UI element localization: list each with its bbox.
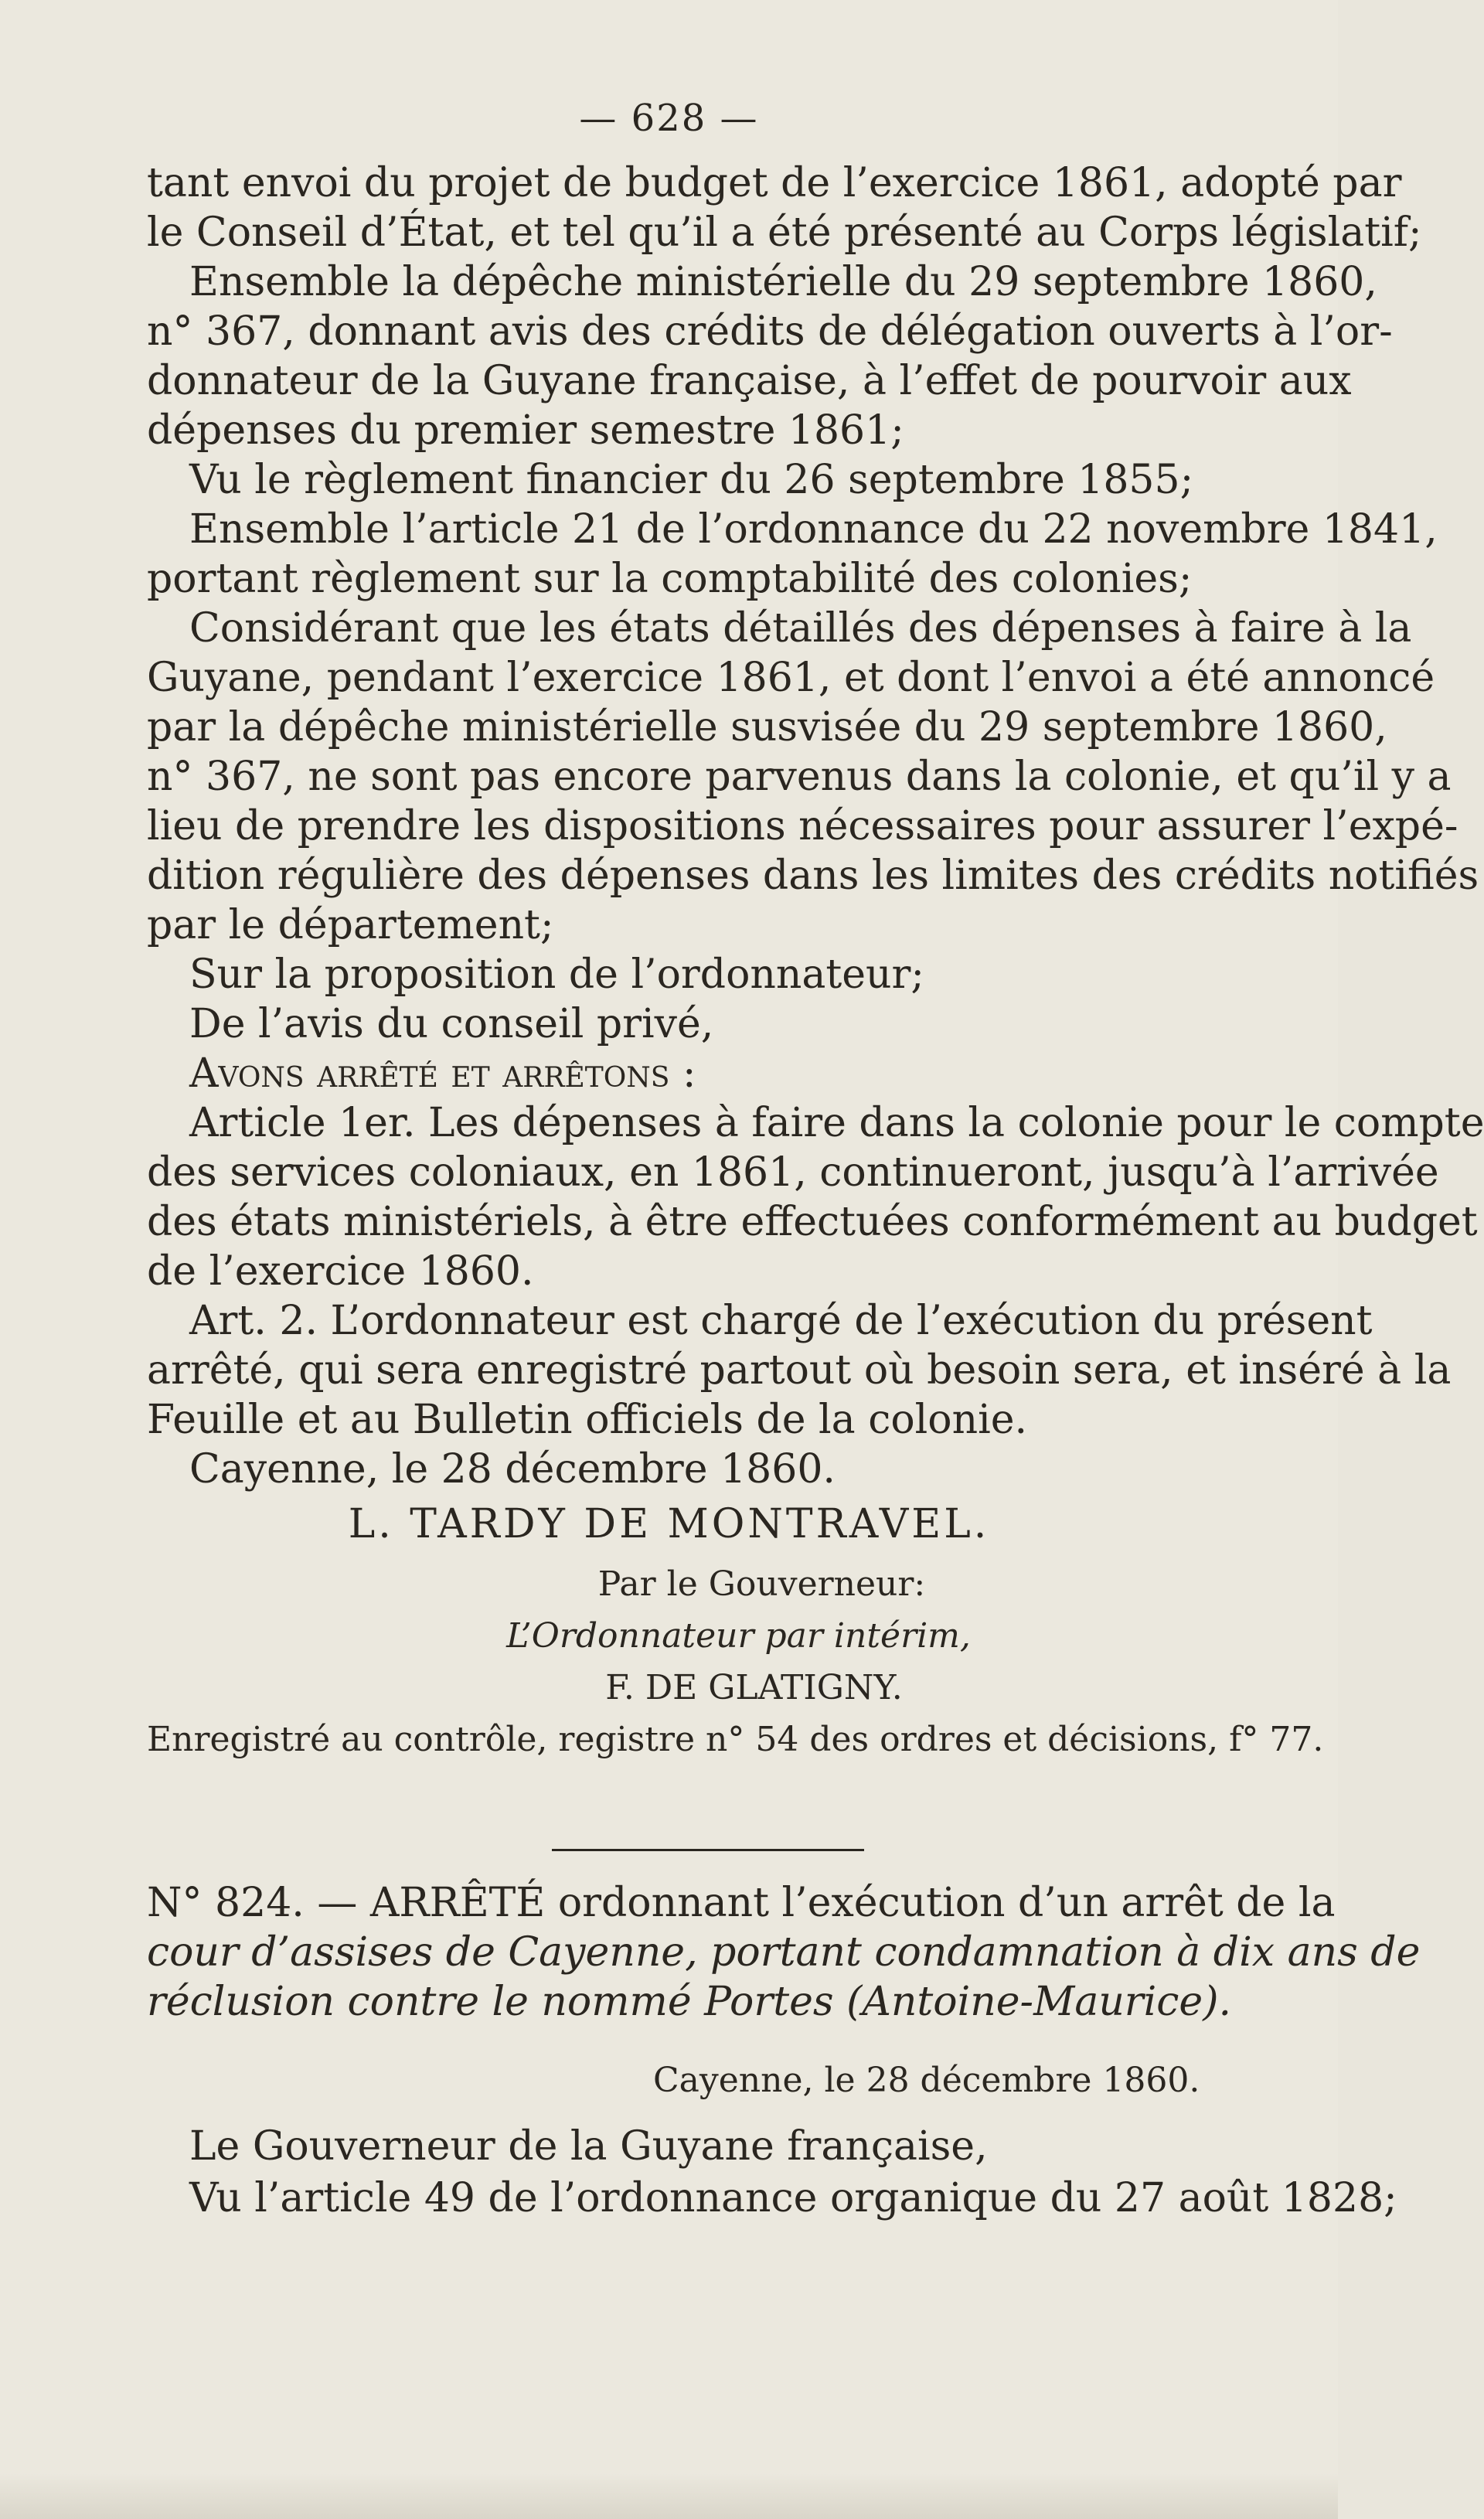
text-line: Vu l’article 49 de l’ordonnance organique du 27 août 1828; — [189, 2175, 1397, 2221]
text-line: Ensemble l’article 21 de l’ordonnance du 22 novembre 1841, — [189, 506, 1438, 553]
section-divider — [552, 1849, 864, 1851]
text-line: de l’exercice 1860. — [147, 1248, 534, 1295]
text-line: Considérant que les états détaillés des dépenses à faire à la — [189, 605, 1412, 652]
text-line: Guyane, pendant l’exercice 1861, et dont l’envoi a été annoncé — [147, 655, 1435, 701]
text-line: arrêté, qui sera enregistré partout où besoin sera, et inséré à la — [147, 1347, 1452, 1394]
page-edge — [0, 2473, 1338, 2519]
text-line: Feuille et au Bulletin officiels de la colonie. — [147, 1397, 1027, 1443]
ordonnateur-title: L’Ordonnateur par intérim, — [506, 1616, 971, 1656]
text-line: Art. 2. L’ordonnateur est chargé de l’exécution du présent — [189, 1298, 1373, 1344]
text-line: des états ministériels, à être effectuées conformément au budget — [147, 1199, 1478, 1245]
decree-heading-cont: cour d’assises de Cayenne, portant condamnation à dix ans de — [147, 1929, 1421, 1976]
decree-formula: Avons arrêté et arrêtons : — [189, 1050, 696, 1097]
text-line: n° 367, donnant avis des crédits de délégation ouverts à l’or- — [147, 308, 1393, 355]
text-line: dition régulière des dépenses dans les limites des crédits notifiés — [147, 853, 1479, 899]
text-line: portant règlement sur la comptabilité des colonies; — [147, 556, 1193, 602]
text-line: donnateur de la Guyane française, à l’effet de pourvoir aux — [147, 358, 1352, 404]
text-line: lieu de prendre les dispositions nécessaires pour assurer l’expé- — [147, 803, 1458, 849]
text-line: Le Gouverneur de la Guyane française, — [189, 2123, 988, 2170]
date-line: Cayenne, le 28 décembre 1860. — [653, 2061, 1200, 2100]
text-line: Vu le règlement financier du 26 septembre 1855; — [189, 457, 1194, 503]
by-governor-line: Par le Gouverneur: — [597, 1564, 926, 1604]
date-line: Cayenne, le 28 décembre 1860. — [189, 1446, 836, 1493]
decree-heading-cont: réclusion contre le nommé Portes (Antoine-Maurice). — [147, 1979, 1232, 2025]
decree-heading: N° 824. — ARRÊTÉ ordonnant l’exécution d’un arrêt de la — [147, 1880, 1336, 1926]
text-line: par la dépêche ministérielle susvisée du 29 septembre 1860, — [147, 704, 1387, 751]
text-line: n° 367, ne sont pas encore parvenus dans la colonie, et qu’il y a — [147, 754, 1452, 800]
text-line: dépenses du premier semestre 1861; — [147, 407, 904, 454]
text-line: Ensemble la dépêche ministérielle du 29 septembre 1860, — [189, 259, 1377, 305]
ordonnateur-signature: F. DE GLATIGNY. — [605, 1668, 903, 1707]
registration-note: Enregistré au contrôle, registre n° 54 des ordres et décisions, f° 77. — [147, 1720, 1324, 1759]
page-number: — 628 — — [579, 97, 759, 140]
text-line: des services coloniaux, en 1861, continueront, jusqu’à l’arrivée — [147, 1149, 1439, 1196]
text-line: Article 1er. Les dépenses à faire dans la colonie pour le compte — [189, 1100, 1484, 1146]
text-line: le Conseil d’État, et tel qu’il a été présenté au Corps législatif; — [147, 209, 1422, 256]
governor-signature: L. TARDY DE MONTRAVEL. — [348, 1501, 990, 1547]
text-line: tant envoi du projet de budget de l’exercice 1861, adopté par — [147, 160, 1402, 206]
text-line: De l’avis du conseil privé, — [189, 1001, 714, 1047]
text-line: Sur la proposition de l’ordonnateur; — [189, 951, 924, 998]
text-line: par le département; — [147, 902, 554, 948]
